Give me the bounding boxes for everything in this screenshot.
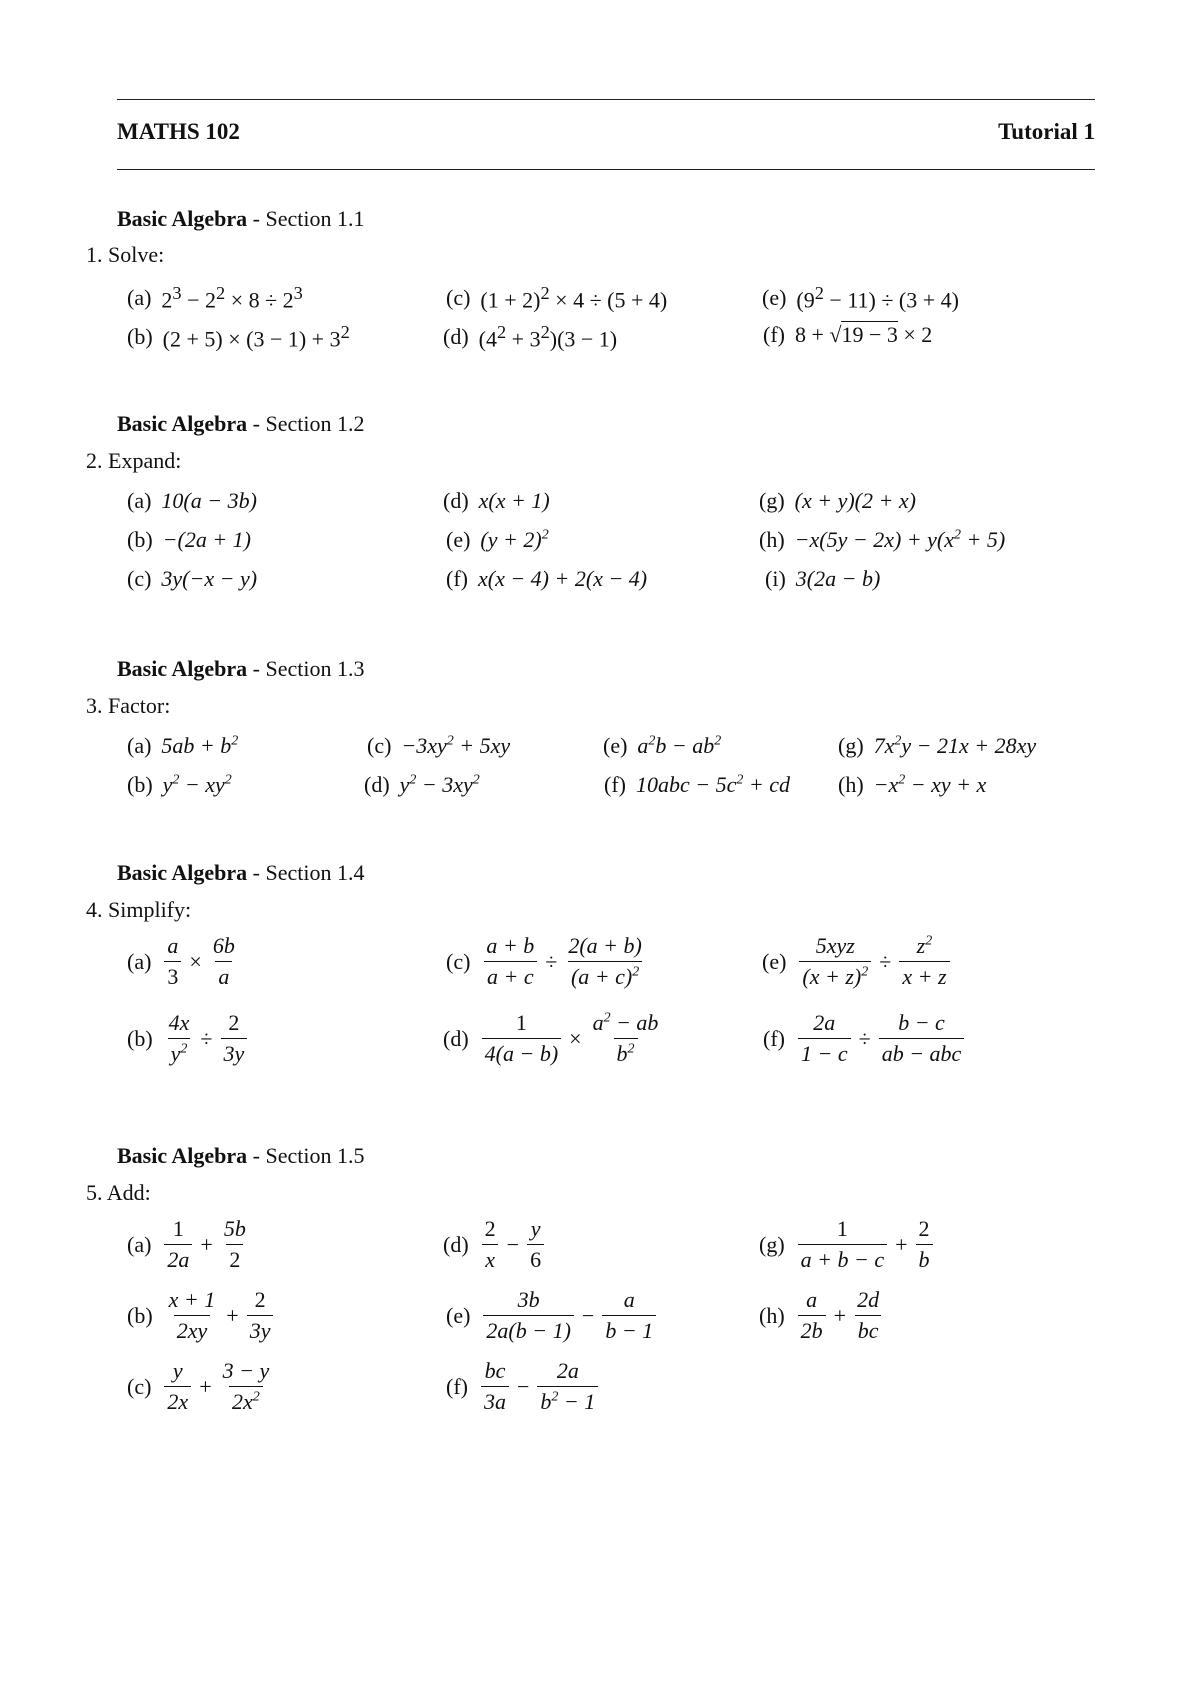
problem-5g: (g) $\frac{1}{a + b - c}$ + $\frac{2}{b}$ bbox=[759, 1216, 936, 1273]
problem-5c: (c) $\frac{y}{2x}$ + $\frac{3 - y}{2x^2}$ bbox=[127, 1358, 270, 1414]
problem-5d: (d) $\frac{2}{x}$ − $\frac{y}{6}$ bbox=[443, 1216, 547, 1273]
problem-1b: (b) $(2 + 5) \times (3 - 1) + 3^2$ bbox=[127, 322, 350, 352]
section-heading: Basic Algebra - Section 1.3 bbox=[117, 656, 365, 681]
problem-3c: (c) $-3xy^2 + 5xy$ bbox=[367, 733, 511, 758]
section-heading: Basic Algebra - Section 1.4 bbox=[117, 860, 365, 885]
problem-3h: (h) $-x^2$ − xy + x bbox=[838, 772, 987, 797]
problem-2d: (d) x(x + 1) bbox=[443, 488, 550, 513]
problem-2g: (g) (x + y)(2 + x) bbox=[759, 488, 916, 513]
problem-3f: (f) $10abc - 5c^2$ + cd bbox=[604, 772, 790, 797]
problem-1f: (f) 8 + √19 − 3 × 2 bbox=[763, 322, 933, 347]
problem-2i: (i) 3(2a − b) bbox=[765, 566, 881, 591]
problem-4d: (d) $\frac{1}{4(a - b)}$ × $\frac{a^2 - ab}{b^2}$ bbox=[443, 1010, 659, 1066]
problem-1c: (c) $(1 + 2)^2 \times 4 \div (5 + 4)$ bbox=[446, 283, 668, 313]
problem-4f: (f) $\frac{2a}{1 - c}$ ÷ $\frac{b - c}{\text{ab − abc}}$ bbox=[763, 1010, 967, 1067]
problem-5f: (f) $\frac{bc}{3a}$ − $\frac{2a}{b^2 - 1}$ bbox=[446, 1358, 601, 1415]
question-2: 2. Expand: bbox=[86, 448, 182, 473]
question-1: 1. Solve: bbox=[86, 242, 165, 267]
section-heading: Basic Algebra - Section 1.1 bbox=[117, 206, 365, 231]
problem-5b: (b) $\frac{x + 1}{2xy}$ + $\frac{2}{3y}$ bbox=[127, 1287, 276, 1344]
question-3: 3. Factor: bbox=[86, 693, 171, 718]
problem-2c: (c) 3y(−x − y) bbox=[127, 566, 258, 591]
problem-2b: (b) −(2a + 1) bbox=[127, 527, 251, 552]
problem-3e: (e) $a^2b - ab^2$ bbox=[603, 733, 722, 758]
tutorial-label: Tutorial 1 bbox=[998, 119, 1095, 144]
problem-5h: (h) $\frac{a}{2b}$ + $\frac{2d}{bc}$ bbox=[759, 1287, 885, 1344]
section-heading: Basic Algebra - Section 1.5 bbox=[117, 1143, 365, 1168]
header-rule bbox=[117, 169, 1095, 170]
problem-4a: (a) $\frac{a}{3}$ × $\frac{6b}{a}$ bbox=[127, 933, 235, 989]
question-5: 5. Add: bbox=[86, 1180, 151, 1205]
problem-2a: (a) 10(a − 3b) bbox=[127, 488, 257, 513]
problem-3d: (d) $y^2 - 3xy^2$ bbox=[364, 772, 480, 797]
problem-3g: (g) $7x^2y - 21x + 28xy$ bbox=[838, 733, 1037, 758]
question-4: 4. Simplify: bbox=[86, 897, 192, 922]
problem-3a: (a) $5ab + b^2$ bbox=[127, 733, 239, 758]
section-heading: Basic Algebra - Section 1.2 bbox=[117, 411, 365, 436]
problem-4e: (e) $\frac{\text{5xyz}}{(x + z)^2}$ ÷ $\frac{z^2}{x + z}$ bbox=[762, 933, 953, 990]
problem-2f: (f) x(x − 4) + 2(x − 4) bbox=[446, 566, 648, 591]
problem-4c: (c) $\frac{a + b}{a + c}$ ÷ $\frac{2(a + b)}{(a + c)^2}$ bbox=[446, 933, 642, 989]
top-rule bbox=[117, 99, 1095, 100]
problem-5e: (e) $\frac{3b}{2a(b - 1)}$ − $\frac{a}{b - 1}$ bbox=[446, 1287, 659, 1344]
problem-2e: (e) $(y + 2)^2$ bbox=[446, 527, 549, 552]
problem-1e: (e) $(9^2 - 11) \div (3 + 4)$ bbox=[762, 283, 959, 313]
problem-3b: (b) $y^2 - xy^2$ bbox=[127, 772, 232, 797]
problem-5a: (a) $\frac{1}{2a}$ + $\frac{5b}{2}$ bbox=[127, 1216, 246, 1272]
problem-2h: (h) $-x(5y - 2x) + y(x^2 + 5)$ bbox=[759, 527, 1006, 552]
problem-4b: (b) $\frac{4x}{y^2}$ ÷ $\frac{2}{3y}$ bbox=[127, 1010, 250, 1067]
problem-1a: (a) $2^3 - 2^2 \times 8 \div 2^3$ bbox=[127, 283, 303, 313]
course-code: MATHS 102 bbox=[117, 119, 240, 144]
problem-1d: (d) $(4^2 + 3^2)(3 - 1)$ bbox=[443, 322, 618, 352]
